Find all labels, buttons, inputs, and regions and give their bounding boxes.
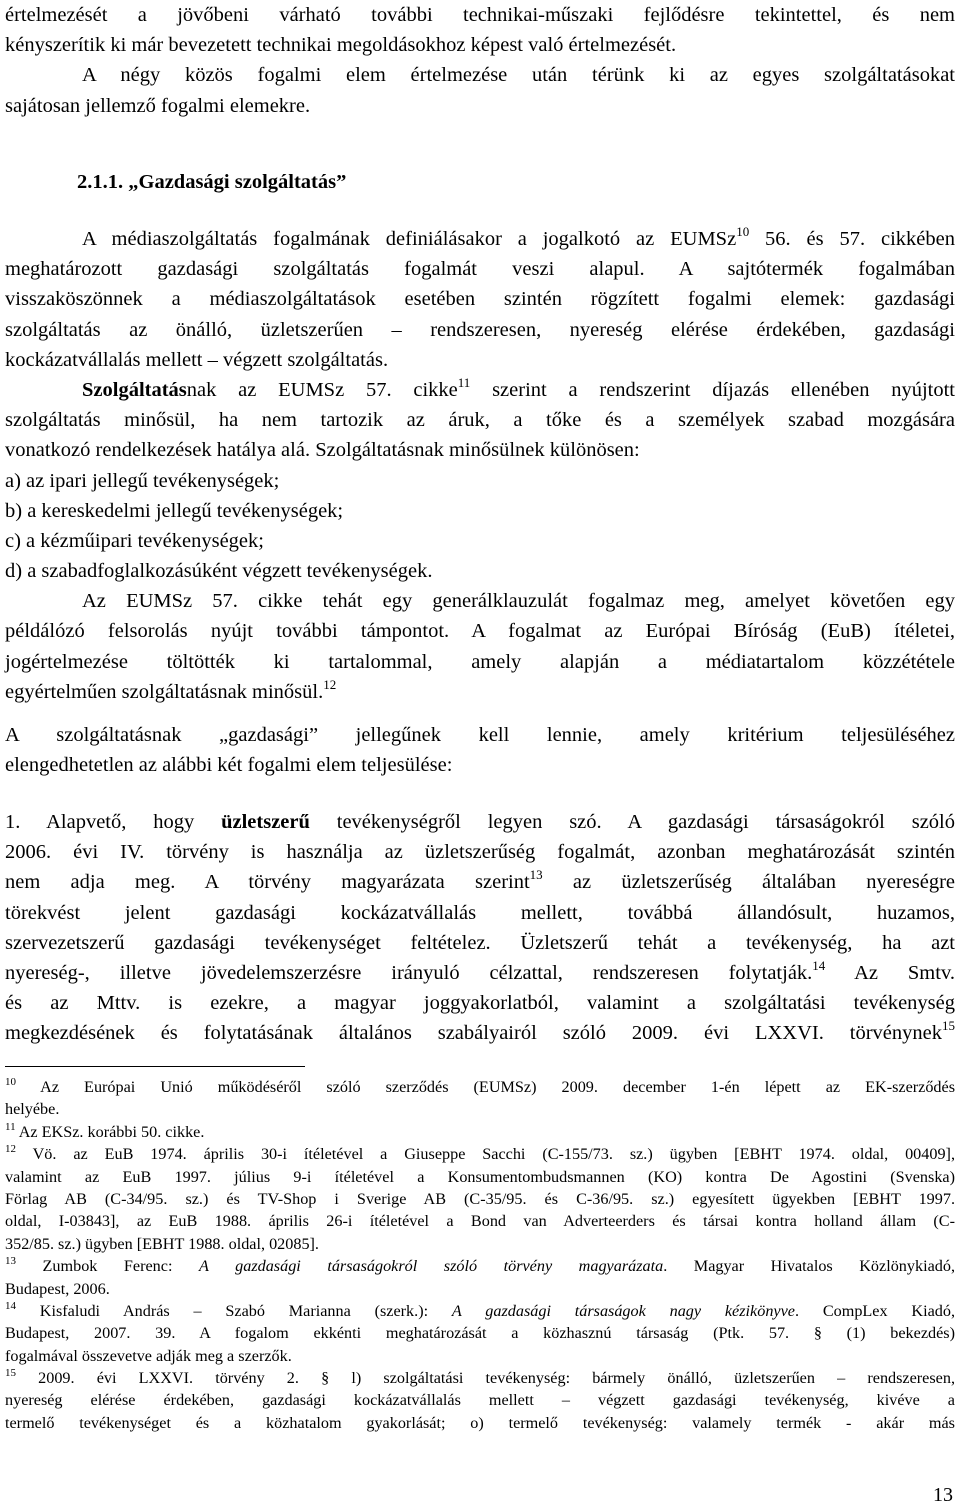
text-line: nem adja meg. A törvény magyarázata szerint$^{13}$ az üzletszerűség általában nyereségre xyxy=(5,867,956,894)
text-line: szolgáltatás az önálló, üzletszerűen – rendszeresen, nyereség elérése érdekében, gazdasági xyxy=(5,318,955,341)
text-line: egyértelműen szolgáltatásnak minősül.$^{12}$ xyxy=(5,676,337,703)
text-line: és az Mttv. is ezekre, a magyar joggyakorlatból, valamint a szolgáltatási tevékenység xyxy=(5,992,955,1015)
intro-paragraph xyxy=(5,0,955,121)
text-line: Szolgáltatásnak az EUMSz 57. cikke$^{11}$ szerint a rendszerint díjazás ellenében nyújtott xyxy=(82,374,956,401)
text-line: törekvést jelent gazdasági kockázatvállalás mellett, továbbá állandósult, huzamos, xyxy=(5,901,955,924)
text-line: 1. Alapvető, hogy üzletszerű tevékenységről legyen szó. A gazdasági társaságokról szóló xyxy=(5,811,956,833)
footnote-12-cont: oldal, I-03843], az EuB 1988. április 26-i ítéletével a Bond van Adverteerders és társai kontra holland állam (C- xyxy=(5,1212,955,1231)
text-line: Az EUMSz 57. cikke tehát egy generálklauzulát fogalmaz meg, amelyet követően egy xyxy=(82,590,955,613)
footnote-ref: 12 xyxy=(323,676,337,692)
text-line: jogértelmezése töltötték ki tartalommal, amely alapján a médiatartalom közzététele xyxy=(5,650,955,673)
text-line: szervezetszerű gazdasági tevékenységet feltételez. Üzletszerű tehát a tevékenység, ha azt xyxy=(5,931,955,954)
text-line: visszaköszönnek a médiaszolgáltatások esetében szintén rögzített fogalmi elemek: gazdasági xyxy=(5,288,955,311)
footnote-ref: 13 xyxy=(529,867,543,883)
text-line: meghatározott gazdasági szolgáltatás fogalmát veszi alapul. A sajtótermék fogalmában xyxy=(5,258,955,281)
footnote-15-cont: termelő tevékenységet és a közhatalom gyakorlását; o) termelő tevékenység: valamely termék - akár más xyxy=(5,1413,955,1432)
text-line: A négy közös fogalmi elem értelmezése után térünk ki az egyes szolgáltatásokat xyxy=(82,64,955,87)
text-line: értelmezését a jövőbeni várható további technikai-műszaki fejlődésre tekintettel, és nem xyxy=(5,4,955,26)
footnote-10: $^{10}$ Az Európai Unió működéséről szóló szerződés (EUMSz) 2009. december 1-én lépett az EK-szerződés xyxy=(5,1076,955,1096)
text-line: vonatkozó rendelkezések hatálya alá. Szolgáltatásnak minősülnek különösen: xyxy=(5,439,640,462)
text-line: 2006. évi IV. törvény is használja az üzletszerűség fogalmát, azonban meghatározását szintén xyxy=(5,841,955,864)
text-line: elengedhetetlen az alábbi két fogalmi elem teljesülése: xyxy=(5,754,453,777)
footnote-separator xyxy=(5,1066,305,1067)
text-line: megkezdésének és folytatásának általános szabályairól szóló 2009. évi LXXVI. törvénynek$^{15}$ xyxy=(5,1018,955,1045)
page-number: 13 xyxy=(933,1484,953,1506)
footnote-ref: 14 xyxy=(812,957,826,973)
footnote-15-cont: nyereség elérése érdekében, gazdasági kockázatvállalás mellett – végzett gazdasági tevékenység, kivéve a xyxy=(5,1391,955,1410)
footnote-14: $^{14}$ Kisfaludi András – Szabó Marianna (szerk.): A gazdasági társaságok nagy kézikönyve. CompLex Kiadó, xyxy=(5,1299,955,1320)
text-line: A médiaszolgáltatás fogalmának definiálásakor a jogalkotó az EUMSz$^{10}$ 56. és 57. cikkében xyxy=(82,224,956,250)
footnote-10-cont: helyébe. xyxy=(5,1100,60,1119)
text-line: sajátosan jellemző fogalmi elemekre. xyxy=(5,94,311,117)
media-service-paragraph xyxy=(5,224,955,707)
footnote-14-cont: Budapest, 2007. 39. A fogalom ekkénti meghatározását a közhasznú társaság (Ptk. 57. § (1) bekezdés) xyxy=(5,1324,955,1343)
footnote-12-cont: valamint az EuB 1997. július 9-i ítéletével a Konsumentombudsmannen (KO) kontra De Agostini (Svenska) xyxy=(5,1167,955,1186)
list-item: d) a szabadfoglalkozásúként végzett tevékenységek. xyxy=(5,560,433,583)
footnote-11: $^{11}$ Az EKSz. korábbi 50. cikke. xyxy=(5,1120,205,1141)
list-item: b) a kereskedelmi jellegű tevékenységek; xyxy=(5,499,344,522)
footnote-12: $^{12}$ Vö. az EuB 1974. április 30-i ítéletével a Giuseppe Sacchi (C-155/73. sz.) ügyben [EBHT 1974. oldal, 00409], xyxy=(5,1143,955,1164)
footnote-13: $^{13}$ Zumbok Ferenc: A gazdasági társaságokról szóló törvény magyarázata. Magyar Hivatalos Közlönykiadó, xyxy=(5,1255,955,1276)
footnote-14-cont: fogalmával összevetve adják meg a szerzők. xyxy=(5,1346,292,1365)
footnote-ref: 11 xyxy=(457,374,471,390)
section-title: „Gazdasági szolgáltatás” xyxy=(128,171,347,193)
section-number: 2.1.1. xyxy=(77,171,124,193)
text-line: A szolgáltatásnak „gazdasági” jellegűnek kell lennie, amely kritérium teljesüléséhez xyxy=(5,724,955,746)
footnote-12-cont: Förlag AB (C-34/95. sz.) és TV-Shop i Sverige AB (C-35/95. és C-36/95. sz.) egyesített ügyekben [EBHT 1997. xyxy=(5,1189,955,1208)
list-item: c) a kézműipari tevékenységek; xyxy=(5,529,264,552)
footnote-ref: 15 xyxy=(942,1018,955,1034)
section-heading xyxy=(77,171,346,194)
economic-criteria-paragraph xyxy=(5,720,955,780)
text-line: szolgáltatás minősül, ha nem tartozik az áruk, a tőke és a személyek szabad mozgására xyxy=(5,409,955,432)
footnotes xyxy=(5,1076,955,1434)
footnote-15: $^{15}$ 2009. évi LXXVI. törvény 2. § l) szolgáltatási tevékenység: bármely önálló, üzletszerűen – rendszeresen, xyxy=(5,1367,955,1388)
business-activity-paragraph xyxy=(5,807,955,1049)
footnote-12-cont: 352/85. sz.) ügyben [EBHT 1988. oldal, 02085]. xyxy=(5,1234,319,1253)
footnote-ref: 10 xyxy=(736,224,750,239)
list-item: a) az ipari jellegű tevékenységek; xyxy=(5,469,280,492)
text-line: példálózó felsorolás nyújt további támpontot. A fogalmat az Európai Bíróság (EuB) ítéletei, xyxy=(5,620,955,643)
text-line: kényszerítik ki már bevezetett technikai megoldásokhoz képest való értelmezését. xyxy=(5,34,677,57)
text-line: kockázatvállalás mellett – végzett szolgáltatás. xyxy=(5,348,389,371)
footnote-13-cont: Budapest, 2006. xyxy=(5,1279,110,1298)
text-line: nyereség-, illetve jövedelemszerzésre irányuló célzattal, rendszeresen folytatják.$^{14}$ Az Smtv. xyxy=(5,957,955,984)
